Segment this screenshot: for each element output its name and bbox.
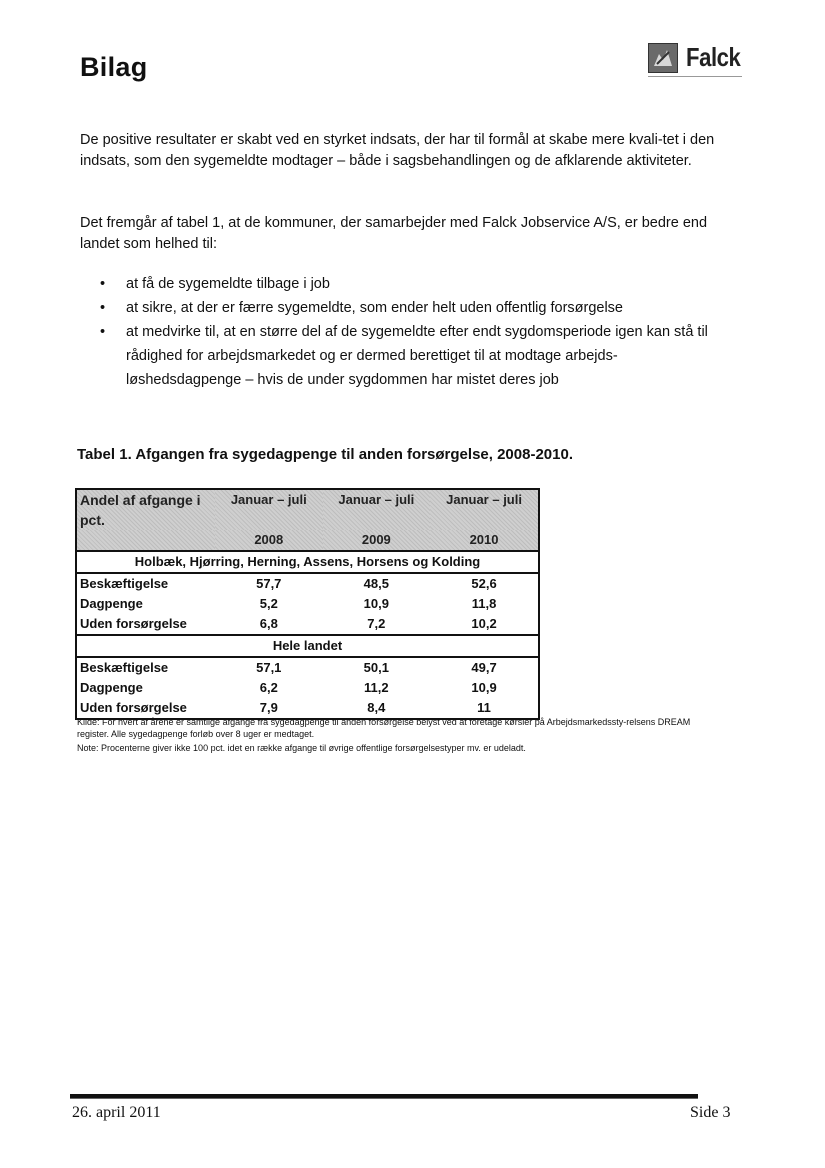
footer-divider <box>70 1094 698 1099</box>
falck-emblem-icon <box>648 43 678 73</box>
cell-value: 49,7 <box>471 660 497 675</box>
column-year: 2008 <box>215 530 323 551</box>
table-row <box>76 614 539 635</box>
falck-logo <box>648 42 750 73</box>
cell-value: 10,9 <box>471 680 497 695</box>
cell-value: 7,9 <box>259 700 278 715</box>
column-header <box>323 489 431 530</box>
logo-text: Falck <box>686 42 741 72</box>
bullet-list <box>80 272 720 392</box>
cell-value: 48,5 <box>363 576 389 591</box>
cell-value: 6,8 <box>259 616 278 631</box>
source-footnote: Kilde: For hvert af årene er samtlige afgange fra sygedagpenge til anden forsørgelse belyst ved at foretage kørsler på Arbejdsmarkedssty-relsens DREAM register. Alle sygedagpenge forløb over 8 uger er medtaget. <box>77 717 691 739</box>
column-header-line1: Januar – juli <box>338 492 415 507</box>
section-row <box>76 551 539 573</box>
column-header-line1: Januar – juli <box>230 492 307 507</box>
section-row <box>76 635 539 657</box>
page-number: Side 3 <box>690 1104 731 1121</box>
row-label: Uden forsørgelse <box>80 700 187 715</box>
bullet-item <box>80 320 720 392</box>
logo-divider <box>648 76 742 77</box>
cell-value: 57,7 <box>256 576 282 591</box>
cell-value: 50,1 <box>363 660 389 675</box>
bullet-text: at sikre, at der er færre sygemeldte, som ender helt uden offentlig forsørgelse <box>126 300 624 316</box>
column-header <box>430 489 539 530</box>
table-row <box>76 678 539 698</box>
header-label: Andel af afgange i pct. <box>76 489 215 530</box>
paragraph-table-intro: Det fremgår af tabel 1, at de kommuner, der samarbejder med Falck Jobservice A/S, er bedre end landet som helhed til: <box>80 215 708 252</box>
column-header <box>215 489 323 530</box>
row-label: Beskæftigelse <box>80 660 169 675</box>
bullet-marker: • <box>100 300 106 316</box>
column-header-line1: Januar – juli <box>446 492 522 507</box>
table-row <box>76 573 539 594</box>
section-title: Holbæk, Hjørring, Herning, Assens, Horsens og Kolding <box>76 551 539 573</box>
table-header-row <box>76 489 539 530</box>
table-row <box>76 657 539 678</box>
cell-value: 5,2 <box>259 596 278 611</box>
column-year: 2010 <box>430 530 539 551</box>
table-title: Tabel 1. Afgangen fra sygedagpenge til anden forsørgelse, 2008-2010. <box>77 446 573 463</box>
page-title: Bilag <box>80 52 148 82</box>
row-label: Dagpenge <box>80 680 143 695</box>
cell-value: 57,1 <box>256 660 282 675</box>
cell-value: 11 <box>477 700 491 715</box>
row-label: Uden forsørgelse <box>80 616 187 631</box>
cell-value: 7,2 <box>367 616 386 631</box>
cell-value: 52,6 <box>471 576 497 591</box>
bullet-item <box>80 272 720 296</box>
bullet-text: at få de sygemeldte tilbage i job <box>126 276 330 292</box>
table-header-row <box>76 530 539 551</box>
note-footnote: Note: Procenterne giver ikke 100 pct. idet en række afgange til øvrige offentlige forsørgelsestyper mv. er udeladt. <box>77 743 526 753</box>
section-title: Hele landet <box>76 635 539 657</box>
cell-value: 10,2 <box>471 616 497 631</box>
row-label: Dagpenge <box>80 596 143 611</box>
bullet-item <box>80 296 720 320</box>
bullet-marker: • <box>100 324 106 340</box>
cell-value: 11,2 <box>364 680 389 695</box>
cell-value: 6,2 <box>259 680 278 695</box>
header-blank <box>76 530 215 551</box>
data-table <box>75 488 540 720</box>
footer-date: 26. april 2011 <box>72 1104 161 1121</box>
bullet-text: at medvirke til, at en større del af de sygemeldte efter endt sygdomsperiode igen kan stå til rådighed for arbejdsmarkedet og er dermed berettiget til at modtage arbejds-løshedsdagpenge – hvis de under sygdommen har mistet deres job <box>126 324 708 388</box>
table-row <box>76 594 539 614</box>
column-year: 2009 <box>323 530 431 551</box>
bullet-marker: • <box>100 276 106 292</box>
paragraph-intro: De positive resultater er skabt ved en styrket indsats, der har til formål at skabe mere kvali-tet i den indsats, som den sygemeldte modtager – både i sagsbehandlingen og de afklarende aktiviteter. <box>80 132 715 169</box>
row-label: Beskæftigelse <box>80 576 169 591</box>
cell-value: 11,8 <box>471 596 497 611</box>
cell-value: 10,9 <box>363 596 389 611</box>
cell-value: 8,4 <box>367 700 386 715</box>
